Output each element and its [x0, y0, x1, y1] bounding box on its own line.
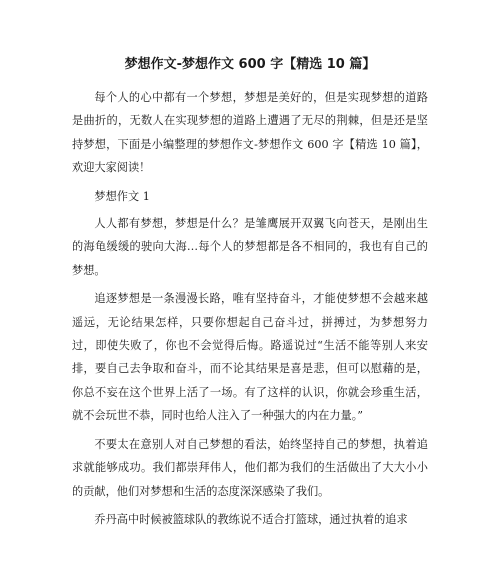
document-title: 梦想作文-梦想作文 600 字【精选 10 篇】 [124, 57, 376, 72]
body-paragraph: 人人都有梦想，梦想是什么？是雏鹰展开双翼飞向苍天，是刚出生的海龟缓缓的驶向大海…每个人的梦想都是各不相同的，我也有自己的梦想。 [72, 217, 428, 277]
body-paragraph: 不要太在意别人对自己梦想的看法，始终坚持自己的梦想，执着追求就能够成功。我们都崇拜伟人，他们都为我们的生活做出了大大小小的贡献，他们对梦想和生活的态度深深感染了我们。 [72, 437, 428, 498]
intro-paragraph: 每个人的心中都有一个梦想，梦想是美好的，但是实现梦想的道路是曲折的，无数人在实现梦想的道路上遭遇了无尽的荆棘，但是还是坚持梦想，下面是小编整理的梦想作文-梦想作文 600 字【精选 10 篇】，欢迎大家阅读！ [72, 91, 428, 175]
body-paragraph: 乔丹高中时候被篮球队的教练说不适合打篮球，通过执着的追求 [94, 512, 408, 526]
section-heading: 梦想作文 1 [94, 189, 150, 203]
body-paragraph: 追逐梦想是一条漫漫长路，唯有坚持奋斗，才能使梦想不会越来越遥远，无论结果怎样，只要你想起自己奋斗过，拼搏过，为梦想努力过，即使失败了，你也不会觉得后悔。路遥说过“生活不能等别人来安排，要自己去争取和奋斗，而不论其结果是喜是悲，但可以慰藉的是，你总不妄在这个世界上活了一场。有了这样的认识，你就会珍重生活，就不会玩世不恭，同时也给人注入了一种强大的内在力量。” [72, 292, 428, 423]
